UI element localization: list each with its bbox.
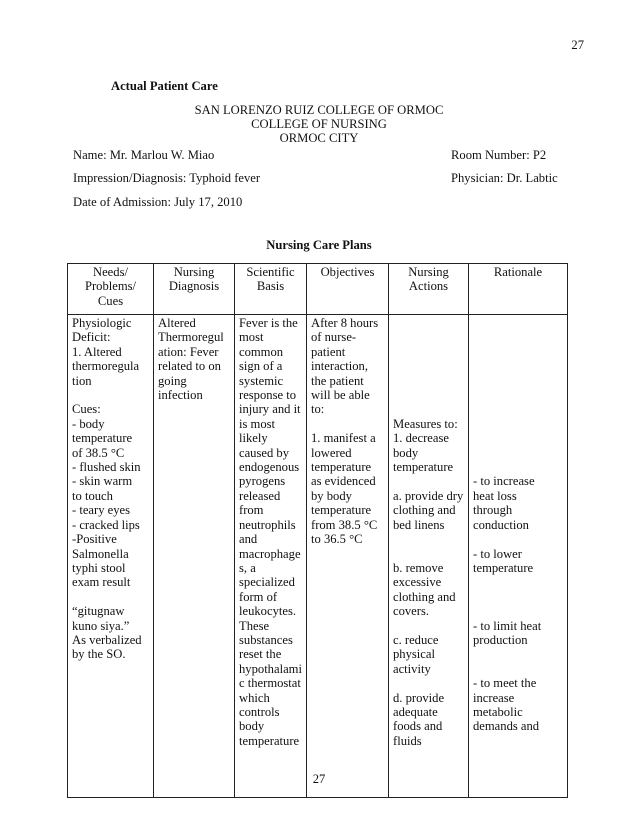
column-header-needs: Needs/ Problems/ Cues xyxy=(68,264,154,315)
cell-scientific-basis: Fever is the most common sign of a systemic response to injury and it is most likely caused by endogenous pyrogens released from neutrophils and macrophage s, a specialized form of leukocytes. These substances reset the hypothalami c thermostat which controls body temperature xyxy=(235,315,307,798)
cell-needs-cues: Physiologic Deficit: 1. Altered thermoregula tion Cues: - body temperature of 38.5 °C - flushed skin - skin warm to touch - teary eyes - cracked lips -Positive Salmonella typhi stool exam result “gitugnaw kuno siya.” As verbalized by the SO. xyxy=(68,315,154,798)
page-number-top: 27 xyxy=(571,38,584,52)
column-header-rationale: Rationale xyxy=(469,264,568,315)
column-header-nursing-actions: Nursing Actions xyxy=(389,264,469,315)
column-header-scientific-basis: Scientific Basis xyxy=(235,264,307,315)
college-name: SAN LORENZO RUIZ COLLEGE OF ORMOC xyxy=(194,103,444,117)
cell-nursing-actions: Measures to: 1. decrease body temperature a. provide dry clothing and bed linens b. remove excessive clothing and covers. c. reduce physical activity d. provide adequate foods and fluids xyxy=(389,315,469,798)
cell-rationale: - to increase heat loss through conduction - to lower temperature - to limit heat production - to meet the increase metabolic demands and xyxy=(469,315,568,798)
table-row xyxy=(68,315,568,798)
table-header-row xyxy=(68,264,568,315)
column-header-nursing-diagnosis: Nursing Diagnosis xyxy=(154,264,235,315)
date-of-admission: Date of Admission: July 17, 2010 xyxy=(73,195,243,209)
college-department: COLLEGE OF NURSING xyxy=(251,117,387,131)
page-number-bottom: 27 xyxy=(312,772,326,786)
nursing-care-plan-table xyxy=(67,263,568,798)
cell-nursing-diagnosis: Altered Thermoregul ation: Fever related to on going infection xyxy=(154,315,235,798)
room-number: Room Number: P2 xyxy=(451,148,547,162)
impression-diagnosis: Impression/Diagnosis: Typhoid fever xyxy=(73,171,261,185)
section-heading: Actual Patient Care xyxy=(111,79,218,93)
patient-name: Name: Mr. Marlou W. Miao xyxy=(73,148,215,162)
nursing-care-plans-title: Nursing Care Plans xyxy=(266,238,372,252)
college-city: ORMOC CITY xyxy=(279,131,359,145)
cell-objectives: After 8 hours of nurse- patient interaction, the patient will be able to: 1. manifest a lowered temperature as evidenced by body temperature from 38.5 °C to 36.5 °C xyxy=(307,315,389,798)
column-header-objectives: Objectives xyxy=(307,264,389,315)
physician: Physician: Dr. Labtic xyxy=(451,171,558,185)
